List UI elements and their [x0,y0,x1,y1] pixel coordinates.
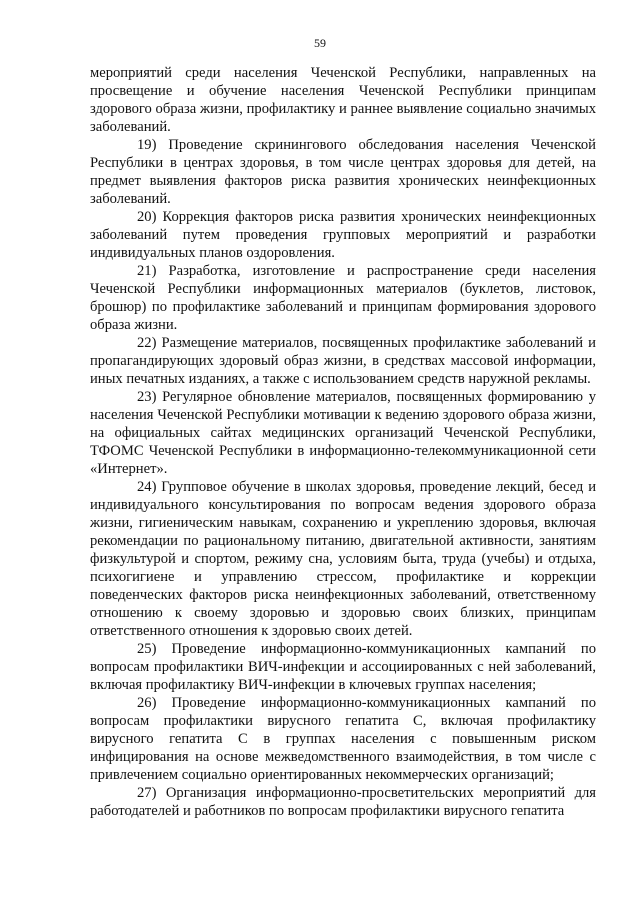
page-number: 59 [314,36,326,50]
paragraph-item-27: 27) Организация информационно-просветительских мероприятий для работодателей и работников по вопросам профилактики вирусного гепатита [90,785,596,819]
paragraph-item-23: 23) Регулярное обновление материалов, посвященных формированию у населения Чеченской Республики мотивации к ведению здорового образа жизни, на официальных сайтах медицинских организаций Чеченской Республики, ТФОМС Чеченской Республики в информационно-телекоммуникационной сети «Интернет». [90,389,596,477]
paragraph-item-22: 22) Размещение материалов, посвященных профилактике заболеваний и пропагандирующих здоровый образ жизни, в средствах массовой информации, иных печатных изданиях, а также с использованием средств наружной рекламы. [90,335,596,387]
paragraph-item-20: 20) Коррекция факторов риска развития хронических неинфекционных заболеваний путем проведения групповых мероприятий и разработки индивидуальных планов оздоровления. [90,209,596,261]
paragraph-item-26: 26) Проведение информационно-коммуникационных кампаний по вопросам профилактики вирусного гепатита С, включая профилактику вирусного гепатита С в группах населения с повышенным риском инфицирования на основе межведомственного взаимодействия, в том числе с привлечением социально ориентированных некоммерческих организаций; [90,695,596,783]
paragraph-item-21: 21) Разработка, изготовление и распространение среди населения Чеченской Республики информационных материалов (буклетов, листовок, брошюр) по профилактике заболеваний и принципам формирования здорового образа жизни. [90,263,596,333]
document-body [90,64,596,820]
paragraph-continuation: мероприятий среди населения Чеченской Республики, направленных на просвещение и обучение населения Чеченской Республики принципам здорового образа жизни, профилактику и раннее выявление социально значимых заболеваний. [90,65,596,135]
paragraph-item-25: 25) Проведение информационно-коммуникационных кампаний по вопросам профилактики ВИЧ-инфекции и ассоциированных с ней заболеваний, включая профилактику ВИЧ-инфекции в ключевых группах населения; [90,641,596,693]
paragraph-item-19: 19) Проведение скринингового обследования населения Чеченской Республики в центрах здоровья, в том числе центрах здоровья для детей, на предмет выявления факторов риска развития хронических неинфекционных заболеваний. [90,137,596,207]
paragraph-item-24: 24) Групповое обучение в школах здоровья, проведение лекций, бесед и индивидуального консультирования по вопросам ведения здорового образа жизни, гигиеническим навыкам, сохранению и укреплению здоровья, включая рекомендации по рациональному питанию, двигательной активности, занятиям физкультурой и спортом, режиму сна, условиям быта, труда (учебы) и отдыха, психогигиене и управлению стрессом, профилактике и коррекции поведенческих факторов риска неинфекционных заболеваний, ответственному отношению к своему здоровью и здоровью своих близких, принципам ответственного отношения к здоровью своих детей. [90,479,596,639]
